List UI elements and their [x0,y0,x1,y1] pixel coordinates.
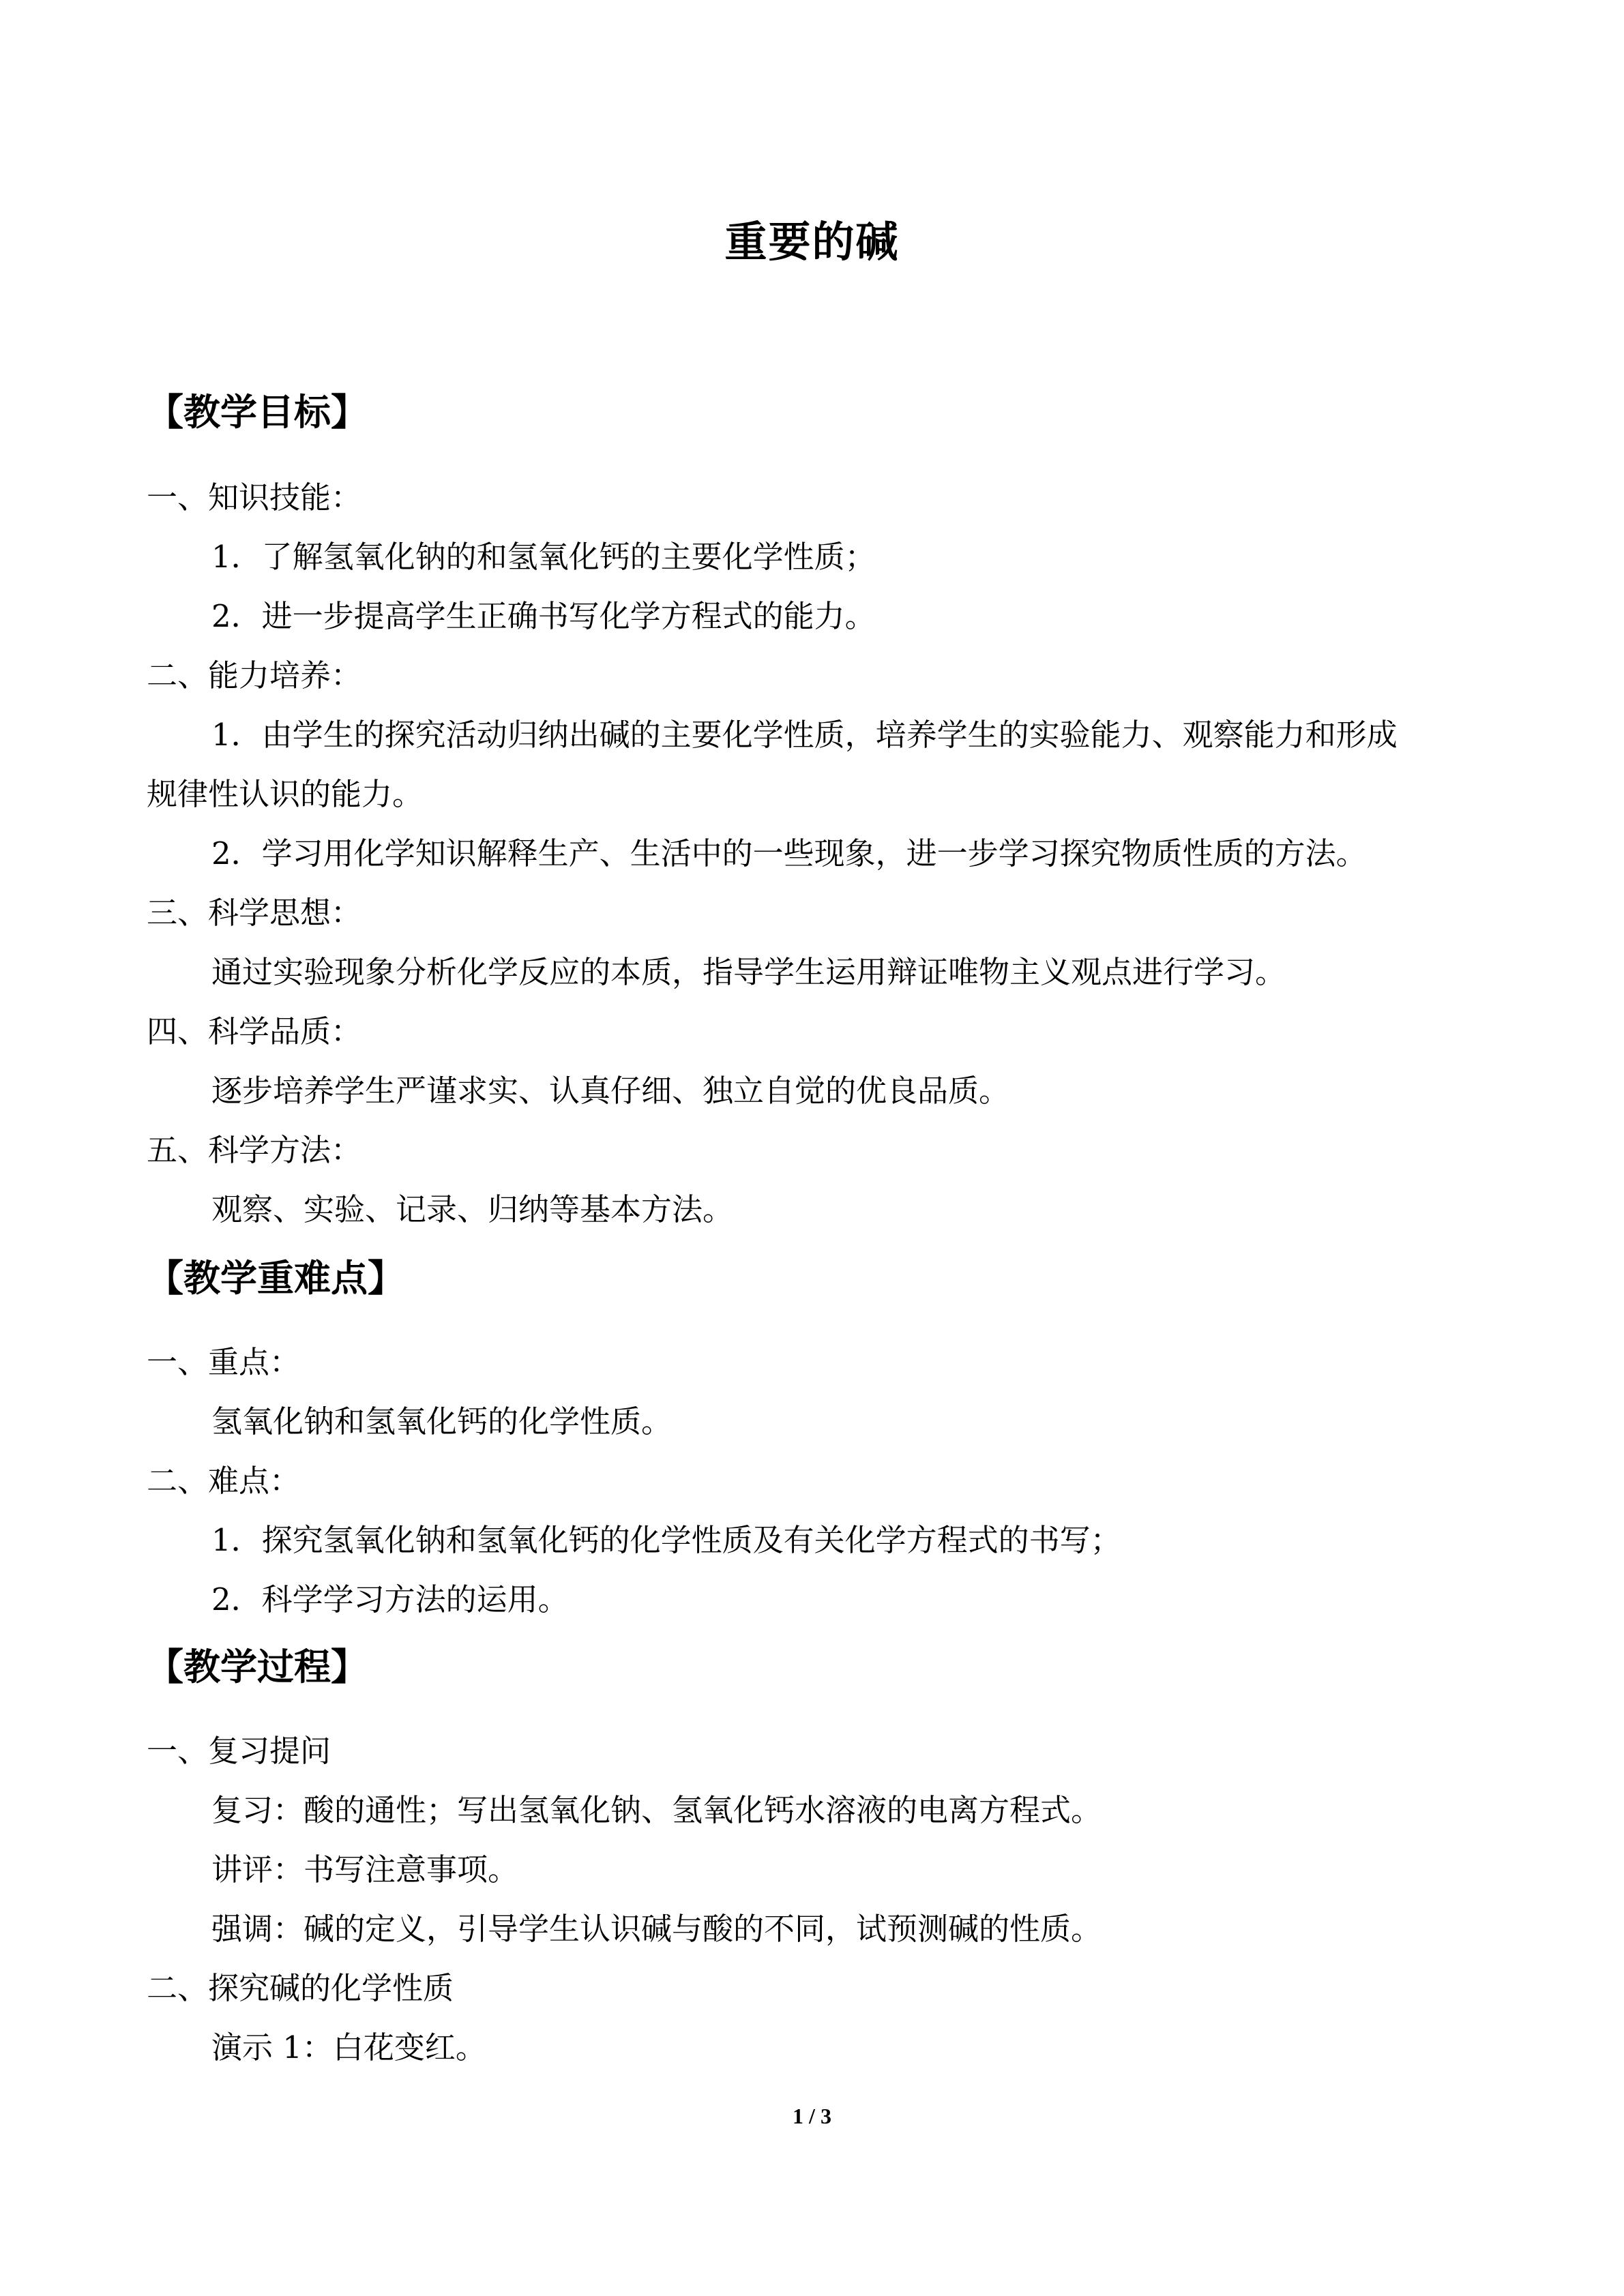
objectives-method-label: 五、科学方法： [147,1132,362,1168]
objectives-ability-item-1-line-1: 1．由学生的探究活动归纳出碱的主要化学性质，培养学生的实验能力、观察能力和形成 [211,717,1398,753]
objectives-quality-label: 四、科学品质： [147,1013,362,1049]
objectives-method-item-1: 观察、实验、记录、归纳等基本方法。 [211,1191,734,1227]
section-heading-objectives: 【教学目标】 [147,391,368,434]
page-title: 重要的碱 [724,217,900,267]
process-review-item-1: 复习：酸的通性；写出氢氧化钠、氢氧化钙水溶液的电离方程式。 [211,1792,1102,1828]
page-number: 1 / 3 [793,2104,831,2128]
objectives-knowledge-item-2: 2．进一步提高学生正确书写化学方程式的能力。 [211,598,876,634]
section-heading-key-points: 【教学重难点】 [147,1257,404,1300]
objectives-ability-label: 二、能力培养： [147,657,362,694]
key-points-focus-item-1: 氢氧化钠和氢氧化钙的化学性质。 [211,1403,673,1440]
process-explore-label: 二、探究碱的化学性质 [147,1970,454,2006]
objectives-ability-item-1-line-2: 规律性认识的能力。 [147,776,424,812]
process-review-item-3: 强调：碱的定义，引导学生认识碱与酸的不同，试预测碱的性质。 [211,1911,1102,1947]
process-review-label: 一、复习提问 [147,1733,331,1769]
key-points-difficulty-item-2: 2．科学学习方法的运用。 [211,1581,569,1617]
key-points-difficulty-item-1: 1．探究氢氧化钠和氢氧化钙的化学性质及有关化学方程式的书写； [211,1522,1121,1558]
objectives-quality-item-1: 逐步培养学生严谨求实、认真仔细、独立自觉的优良品质。 [211,1073,1010,1109]
objectives-thought-item-1: 通过实验现象分析化学反应的本质，指导学生运用辩证唯物主义观点进行学习。 [211,954,1286,990]
objectives-knowledge-item-1: 1．了解氢氧化钠的和氢氧化钙的主要化学性质； [211,539,876,575]
objectives-ability-item-2: 2．学习用化学知识解释生产、生活中的一些现象，进一步学习探究物质性质的方法。 [211,835,1367,871]
process-review-item-2: 讲评：书写注意事项。 [211,1851,519,1888]
objectives-knowledge-label: 一、知识技能： [147,479,362,516]
section-heading-process: 【教学过程】 [147,1645,368,1688]
objectives-thought-label: 三、科学思想： [147,895,362,931]
key-points-difficulty-label: 二、难点： [147,1463,301,1499]
key-points-focus-label: 一、重点： [147,1344,301,1380]
process-explore-item-1: 演示 1：白花变红。 [211,2029,486,2066]
